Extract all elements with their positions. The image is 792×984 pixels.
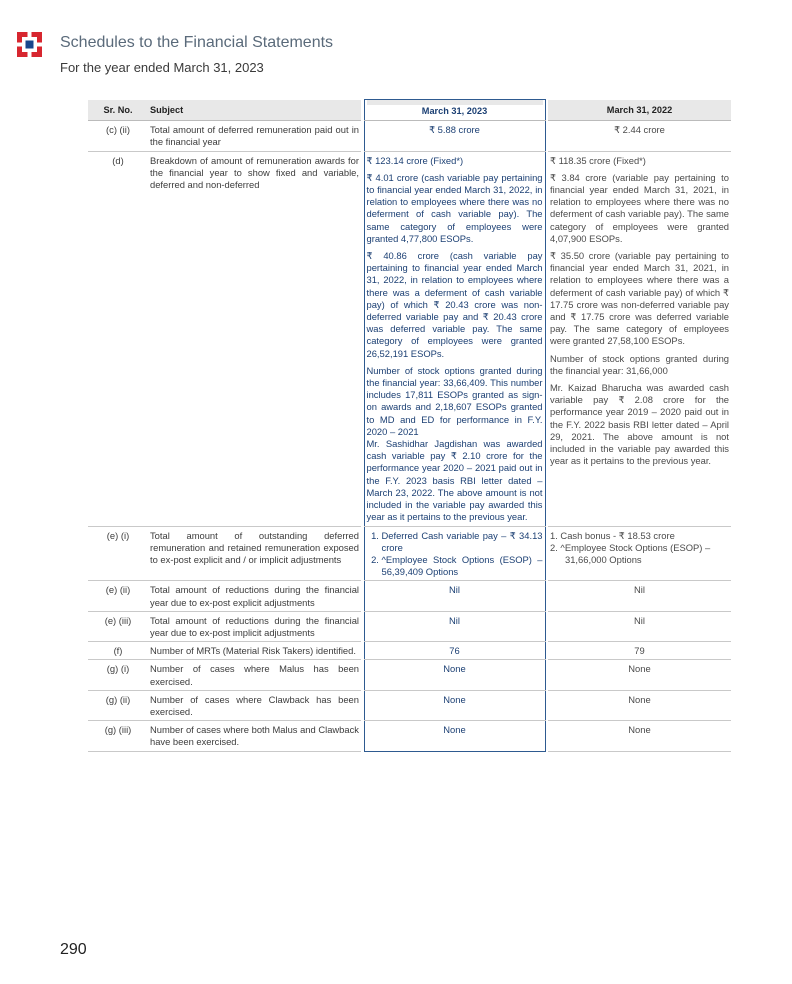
table-row bbox=[88, 121, 731, 151]
paragraph: Number of stock options granted during the financial year: 31,66,000 bbox=[550, 352, 729, 376]
subject: Total amount of deferred remuneration paid out in the financial year bbox=[148, 121, 361, 151]
table-row bbox=[88, 660, 731, 690]
sr-no: (e) (ii) bbox=[88, 581, 148, 611]
table-row bbox=[88, 642, 731, 660]
sr-no: (g) (ii) bbox=[88, 690, 148, 720]
paragraph: Mr. Sashidhar Jagdishan was awarded cash variable pay ₹ 2.10 crore for the performance year 2020 – 2021 paid out in the F.Y. 2023 basis RBI letter dated – March 23, 2022. The above amount is not included in the variable pay awarded this year as it pertains to the previous year. bbox=[366, 438, 543, 523]
page-subtitle: For the year ended March 31, 2023 bbox=[60, 60, 264, 75]
col-header-subject: Subject bbox=[148, 100, 361, 121]
list-item: 1. Cash bonus - ₹ 18.53 crore bbox=[550, 529, 675, 541]
subject: Number of MRTs (Material Risk Takers) identified. bbox=[148, 642, 361, 660]
value-2023: Nil bbox=[364, 611, 545, 641]
paragraph: ₹ 35.50 crore (variable pay pertaining to financial year ended March 31, 2021, in relation to employees where there was a deferment of cash variable pay) of which ₹ 17.75 crore was non-deferred variable pay and ₹ 17.75 crore was deferred variable pay. The same category of employees were granted 27,58,100 ESOPs. bbox=[550, 250, 729, 347]
value-2022: Nil bbox=[548, 581, 731, 611]
paragraph: Number of stock options granted during the financial year: 33,66,409. This number includes 17,811 ESOPs granted as sign-on awards and 2,18,607 ESOPs granted to MD and ED for performance in F.Y. 2020 – 2021 bbox=[366, 364, 543, 437]
paragraph: ₹ 123.14 crore (Fixed*) bbox=[366, 154, 464, 166]
value-2023 bbox=[364, 526, 545, 581]
value-2022: None bbox=[548, 660, 731, 690]
table-row bbox=[88, 690, 731, 720]
numbered-list bbox=[367, 530, 543, 579]
sr-no: (g) (iii) bbox=[88, 721, 148, 751]
value-2023: 76 bbox=[364, 642, 545, 660]
value-2022: 79 bbox=[548, 642, 731, 660]
subject: Total amount of outstanding deferred remuneration and retained remuneration exposed to ex-post explicit and / or implicit adjustments bbox=[148, 526, 361, 581]
page-title: Schedules to the Financial Statements bbox=[60, 34, 334, 51]
value-2022: Nil bbox=[548, 611, 731, 641]
table-row bbox=[88, 581, 731, 611]
table-header-row bbox=[88, 100, 731, 121]
table-row bbox=[88, 721, 731, 751]
sr-no: (f) bbox=[88, 642, 148, 660]
subject: Number of cases where Clawback has been exercised. bbox=[148, 690, 361, 720]
col-header-sr: Sr. No. bbox=[88, 100, 148, 121]
paragraph: ₹ 40.86 crore (cash variable pay pertaining to financial year ended March 31, 2022, in relation to employees where there was a deferment of cash variable pay) of which ₹ 20.43 crore was non-deferred variable pay and ₹ 20.43 crore was deferred variable pay. The same category of employees were granted 26,52,191 ESOPs. bbox=[366, 250, 543, 359]
value-2023: Nil bbox=[364, 581, 545, 611]
value-2022 bbox=[548, 526, 731, 581]
list-item: 2. ^Employee Stock Options (ESOP) – bbox=[550, 541, 711, 553]
subject: Total amount of reductions during the financial year due to ex-post implicit adjustments bbox=[148, 611, 361, 641]
sr-no: (c) (ii) bbox=[88, 121, 148, 151]
paragraph: ₹ 4.01 crore (cash variable pay pertaining to financial year ended March 31, 2022, in relation to employees where there was no deferment of cash variable pay). The same category of employees were granted 4,77,800 ESOPs. bbox=[366, 171, 543, 244]
col-header-2023-label: March 31, 2023 bbox=[421, 106, 488, 116]
paragraph: Mr. Kaizad Bharucha was awarded cash variable pay ₹ 2.08 crore for the performance year 2019 – 2020 paid out in the F.Y. 2022 basis RBI letter dated – April 29, 2021. The above amount is not included in the variable pay awarded this year as it pertains to the previous year. bbox=[550, 382, 729, 467]
value-2023: None bbox=[364, 721, 545, 751]
page-number: 290 bbox=[60, 941, 87, 958]
sr-no: (d) bbox=[88, 151, 148, 526]
table-row bbox=[88, 151, 731, 526]
table-row bbox=[88, 526, 731, 581]
value-2023: None bbox=[364, 690, 545, 720]
value-2022: ₹ 2.44 crore bbox=[548, 121, 731, 151]
paragraph: ₹ 3.84 crore (variable pay pertaining to financial year ended March 31, 2021, in relation to employees where there was no deferment of cash variable pay). The same category of employees were granted 4,07,900 ESOPs. bbox=[550, 171, 729, 244]
sr-no: (g) (i) bbox=[88, 660, 148, 690]
value-2023: None bbox=[364, 660, 545, 690]
subject: Breakdown of amount of remuneration awards for the financial year to show fixed and variable, deferred and non-deferred bbox=[148, 151, 361, 526]
value-2022 bbox=[548, 151, 731, 526]
sr-no: (e) (i) bbox=[88, 526, 148, 581]
subject: Total amount of reductions during the financial year due to ex-post explicit adjustments bbox=[148, 581, 361, 611]
subject: Number of cases where both Malus and Clawback have been exercised. bbox=[148, 721, 361, 751]
value-2023: ₹ 5.88 crore bbox=[364, 121, 545, 151]
sr-no: (e) (iii) bbox=[88, 611, 148, 641]
list-item: 1. Deferred Cash variable pay – ₹ 34.13 crore bbox=[382, 530, 543, 554]
table-row bbox=[88, 611, 731, 641]
list-item-continuation: 31,66,000 Options bbox=[565, 553, 642, 565]
col-header-2023 bbox=[364, 100, 545, 121]
value-2023 bbox=[364, 151, 545, 526]
list-item: 2. ^Employee Stock Options (ESOP) – 56,39,409 Options bbox=[382, 554, 543, 578]
value-2022: None bbox=[548, 721, 731, 751]
remuneration-table bbox=[88, 99, 731, 752]
col-header-2022: March 31, 2022 bbox=[548, 100, 731, 121]
paragraph: ₹ 118.35 crore (Fixed*) bbox=[550, 154, 646, 166]
subject: Number of cases where Malus has been exercised. bbox=[148, 660, 361, 690]
value-2022: None bbox=[548, 690, 731, 720]
bank-logo-icon bbox=[17, 32, 42, 57]
